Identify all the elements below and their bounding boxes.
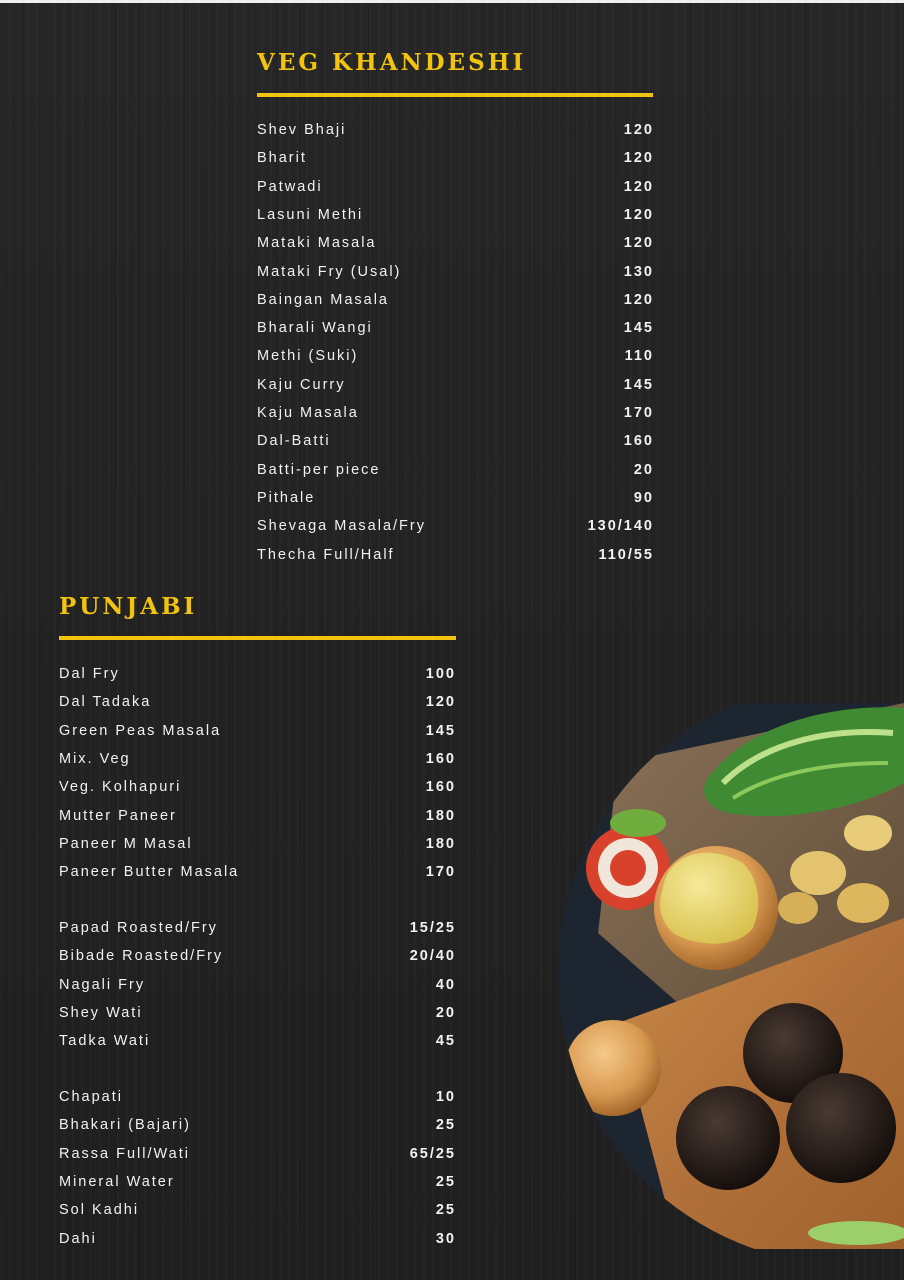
menu-item-name: Thecha Full/Half — [257, 546, 395, 563]
menu-item — [59, 806, 456, 826]
menu-item-price: 170 — [425, 864, 456, 881]
menu-item-name: Paneer Butter Masala — [59, 864, 240, 881]
menu-item-name: Papad Roasted/Fry — [59, 920, 218, 936]
menu-item — [257, 148, 654, 168]
menu-item-price: 120 — [425, 694, 456, 711]
menu-item-name: Rassa Full/Wati — [59, 1145, 190, 1162]
menu-item-price: 30 — [435, 1230, 456, 1247]
menu-item-price: 100 — [425, 666, 456, 682]
menu-item-name: Dal Fry — [59, 666, 120, 682]
menu-item-name: Pithale — [257, 489, 316, 506]
menu-item-price: 120 — [623, 206, 654, 223]
menu-item-price: 160 — [425, 779, 456, 796]
menu-item-name: Bhakari (Bajari) — [59, 1117, 191, 1134]
menu-item-name: Shey Wati — [59, 1004, 143, 1021]
menu-item-name: Patwadi — [257, 178, 323, 195]
menu-item — [59, 918, 456, 938]
menu-item-price: 15/25 — [409, 920, 456, 936]
menu-item — [59, 1144, 456, 1164]
menu-item-price: 110/55 — [598, 546, 654, 563]
menu-item-name: Bharali Wangi — [257, 320, 373, 337]
title-underline — [257, 93, 653, 97]
menu-item-price: 40 — [435, 976, 456, 993]
menu-item-price: 145 — [623, 376, 654, 393]
menu-item-price: 180 — [425, 807, 456, 824]
menu-item-price: 120 — [623, 150, 654, 167]
menu-item — [59, 1172, 456, 1192]
menu-item — [257, 460, 654, 480]
menu-item-price: 65/25 — [409, 1145, 456, 1162]
menu-item-name: Mataki Fry (Usal) — [257, 263, 402, 280]
page-top-edge — [0, 0, 904, 3]
menu-item-price: 160 — [623, 433, 654, 450]
menu-item-name: Baingan Masala — [257, 291, 389, 308]
menu-item — [257, 375, 654, 395]
menu-item-price: 170 — [623, 405, 654, 421]
menu-item — [59, 834, 456, 854]
menu-item-name: Sol Kadhi — [59, 1202, 140, 1219]
menu-item-name: Dahi — [59, 1230, 97, 1247]
menu-item-name: Kaju Masala — [257, 405, 359, 421]
menu-item-name: Lasuni Methi — [257, 206, 364, 223]
menu-item-price: 120 — [623, 178, 654, 195]
menu-item-price: 110 — [624, 348, 654, 365]
menu-item — [257, 205, 654, 225]
menu-item-name: Veg. Kolhapuri — [59, 779, 182, 796]
menu-item — [59, 721, 456, 741]
menu-item-name: Bibade Roasted/Fry — [59, 948, 224, 965]
menu-item — [59, 1200, 456, 1220]
menu-item — [257, 545, 654, 565]
menu-item — [257, 346, 654, 366]
menu-item-price: 145 — [425, 722, 456, 739]
menu-item-name: Green Peas Masala — [59, 722, 222, 739]
section-title: VEG KHANDESHI — [257, 49, 527, 76]
menu-item-name: Batti-per piece — [257, 461, 381, 478]
menu-item-price: 20 — [435, 1004, 456, 1021]
menu-item-price: 45 — [435, 1033, 456, 1050]
menu-item — [59, 749, 456, 769]
menu-item — [59, 664, 456, 684]
menu-item-price: 120 — [623, 122, 654, 138]
veg-khandeshi-section — [257, 50, 654, 570]
menu-item — [59, 1031, 456, 1051]
menu-item-name: Tadka Wati — [59, 1033, 151, 1050]
menu-item-name: Dal-Batti — [257, 433, 331, 450]
menu-item-price: 25 — [435, 1202, 456, 1219]
menu-item-price: 180 — [425, 835, 456, 852]
menu-item-price: 120 — [623, 235, 654, 252]
menu-item-name: Shevaga Masala/Fry — [257, 518, 426, 535]
menu-item-price: 120 — [623, 291, 654, 308]
menu-item-price: 160 — [425, 750, 456, 767]
menu-item-price: 145 — [623, 320, 654, 337]
menu-item — [59, 975, 456, 995]
menu-item — [59, 1115, 456, 1135]
menu-item — [59, 946, 456, 966]
menu-item-name: Mataki Masala — [257, 235, 377, 252]
burger-ingredients-photo — [558, 703, 904, 1249]
menu-item-name: Mutter Paneer — [59, 807, 177, 824]
menu-item-price: 20/40 — [409, 948, 456, 965]
menu-item-name: Paneer M Masal — [59, 835, 193, 852]
menu-item-price: 130 — [623, 263, 654, 280]
menu-item — [257, 516, 654, 536]
menu-item-price: 90 — [633, 489, 654, 506]
menu-item-name: Mix. Veg — [59, 750, 131, 767]
menu-item — [257, 262, 654, 282]
menu-item-name: Dal Tadaka — [59, 694, 152, 711]
menu-item — [59, 1229, 456, 1249]
menu-item-name: Methi (Suki) — [257, 348, 359, 365]
menu-item-price: 25 — [435, 1117, 456, 1134]
menu-item — [59, 1003, 456, 1023]
menu-item — [257, 431, 654, 451]
menu-item — [257, 290, 654, 310]
menu-item-price: 25 — [435, 1173, 456, 1190]
menu-item-name: Chapati — [59, 1089, 123, 1105]
menu-item — [59, 862, 456, 882]
menu-item — [257, 177, 654, 197]
menu-item-name: Mineral Water — [59, 1173, 175, 1190]
menu-item-name: Shev Bhaji — [257, 122, 347, 138]
menu-item — [59, 1087, 456, 1107]
menu-item — [59, 692, 456, 712]
menu-item — [59, 777, 456, 797]
menu-item — [257, 488, 654, 508]
menu-item-price: 20 — [633, 461, 654, 478]
menu-item-price: 10 — [435, 1089, 456, 1105]
menu-item-name: Kaju Curry — [257, 376, 346, 393]
punjabi-section — [59, 594, 456, 1254]
menu-item — [257, 318, 654, 338]
menu-item-name: Bharit — [257, 150, 307, 167]
title-underline — [59, 636, 456, 640]
menu-item — [257, 403, 654, 423]
menu-item — [257, 120, 654, 140]
menu-item-name: Nagali Fry — [59, 976, 146, 993]
menu-item-price: 130/140 — [587, 518, 654, 535]
menu-item — [257, 233, 654, 253]
section-title: PUNJABI — [59, 593, 198, 620]
